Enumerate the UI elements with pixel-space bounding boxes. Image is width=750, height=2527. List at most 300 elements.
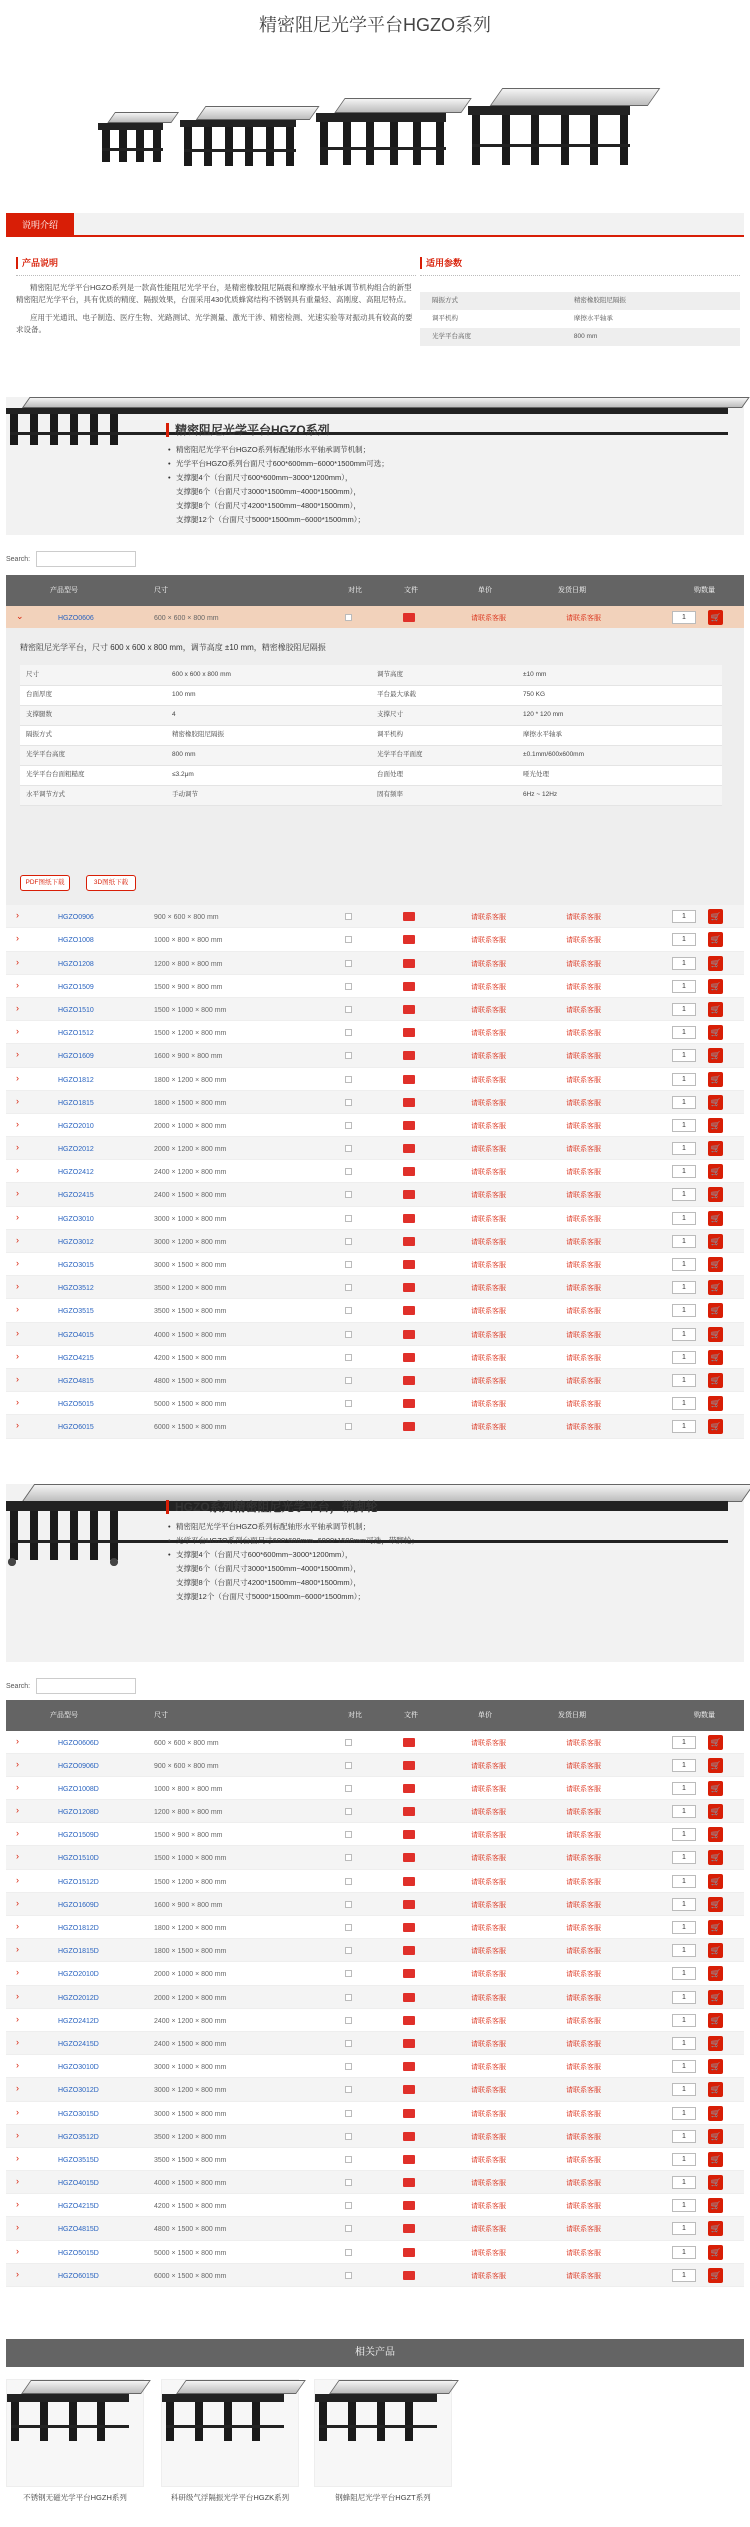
table-row[interactable] <box>6 1846 744 1869</box>
quantity-input[interactable]: 1 <box>672 1991 696 2004</box>
table-row[interactable] <box>6 1021 744 1044</box>
product-model-link[interactable]: HGZO1208 <box>58 960 94 968</box>
folder-icon[interactable] <box>403 1900 415 1909</box>
table-row[interactable] <box>6 1939 744 1962</box>
quantity-input[interactable]: 1 <box>672 1258 696 1271</box>
quantity-input[interactable]: 1 <box>672 2037 696 2050</box>
price-contact[interactable]: 请联系客服 <box>471 2156 506 2164</box>
product-model-link[interactable]: HGZO2415 <box>58 1192 94 1200</box>
product-model-link[interactable]: HGZO2012D <box>58 1994 99 2002</box>
product-model-link[interactable]: HGZO3512D <box>58 2133 99 2141</box>
price-contact[interactable]: 请联系客服 <box>471 1762 506 1770</box>
compare-checkbox[interactable] <box>345 1423 352 1430</box>
compare-checkbox[interactable] <box>345 2063 352 2070</box>
product-model-link[interactable]: HGZO1512D <box>58 1878 99 1886</box>
chevron-right-icon[interactable]: › <box>16 1234 19 1245</box>
ship-date-contact[interactable]: 请联系客服 <box>566 2180 601 2188</box>
chevron-right-icon[interactable]: › <box>16 1165 19 1176</box>
quantity-input[interactable]: 1 <box>672 611 696 624</box>
folder-icon[interactable] <box>403 1144 415 1153</box>
quantity-input[interactable]: 1 <box>672 2176 696 2189</box>
ship-date-contact[interactable]: 请联系客服 <box>566 2110 601 2118</box>
ship-date-contact[interactable]: 请联系客服 <box>566 1354 601 1362</box>
chevron-right-icon[interactable]: › <box>16 1373 19 1384</box>
price-contact[interactable]: 请联系客服 <box>471 1377 506 1385</box>
cart-icon[interactable]: 🛒 <box>708 1874 723 1889</box>
table-row[interactable] <box>6 952 744 975</box>
quantity-input[interactable]: 1 <box>672 2060 696 2073</box>
quantity-input[interactable]: 1 <box>672 1759 696 1772</box>
compare-checkbox[interactable] <box>345 1191 352 1198</box>
chevron-right-icon[interactable]: › <box>16 1142 19 1153</box>
compare-checkbox[interactable] <box>345 1168 352 1175</box>
price-contact[interactable]: 请联系客服 <box>471 2110 506 2118</box>
product-model-link[interactable]: HGZO4815 <box>58 1377 94 1385</box>
chevron-right-icon[interactable]: › <box>16 2268 19 2279</box>
product-model-link[interactable]: HGZO5015 <box>58 1401 94 1409</box>
chevron-right-icon[interactable]: › <box>16 2152 19 2163</box>
quantity-input[interactable]: 1 <box>672 1142 696 1155</box>
cart-icon[interactable]: 🛒 <box>708 2059 723 2074</box>
price-contact[interactable]: 请联系客服 <box>471 1262 506 1269</box>
product-model-link[interactable]: HGZO3012 <box>58 1238 94 1246</box>
quantity-input[interactable]: 1 <box>672 1828 696 1841</box>
product-model-link[interactable]: HGZO1812 <box>58 1076 94 1084</box>
compare-checkbox[interactable] <box>345 1377 352 1384</box>
product-model-link[interactable]: HGZO2010 <box>58 1122 94 1130</box>
product-model-link[interactable]: HGZO3515 <box>58 1308 94 1316</box>
ship-date-contact[interactable]: 请联系客服 <box>566 2040 601 2048</box>
product-model-link[interactable]: HGZO5015D <box>58 2249 99 2257</box>
chevron-right-icon[interactable]: › <box>16 1990 19 2001</box>
product-model-link[interactable]: HGZO1812D <box>58 1925 99 1932</box>
product-model-link[interactable]: HGZO0606D <box>58 1739 99 1747</box>
table-row[interactable] <box>6 998 744 1021</box>
quantity-input[interactable]: 1 <box>672 2107 696 2120</box>
quantity-input[interactable]: 1 <box>672 1026 696 1039</box>
price-contact[interactable]: 请联系客服 <box>471 1122 506 1130</box>
tab-description[interactable]: 说明介绍 <box>6 213 74 237</box>
ship-date-contact[interactable]: 请联系客服 <box>566 1285 601 1293</box>
folder-icon[interactable] <box>403 935 415 944</box>
ship-date-contact[interactable]: 请联系客服 <box>566 1030 601 1038</box>
cart-icon[interactable]: 🛒 <box>708 1990 723 2005</box>
price-contact[interactable]: 请联系客服 <box>471 1855 506 1863</box>
quantity-input[interactable]: 1 <box>672 1944 696 1957</box>
product-model-link[interactable]: HGZO1008D <box>58 1785 99 1793</box>
quantity-input[interactable]: 1 <box>672 1851 696 1864</box>
cart-icon[interactable]: 🛒 <box>708 2152 723 2167</box>
price-contact[interactable]: 请联系客服 <box>471 2133 506 2141</box>
folder-icon[interactable] <box>403 2201 415 2210</box>
table-row[interactable] <box>6 1893 744 1916</box>
cart-icon[interactable]: 🛒 <box>708 1920 723 1935</box>
product-model-link[interactable]: HGZO1008 <box>58 937 94 945</box>
table-row[interactable] <box>6 1392 744 1415</box>
compare-checkbox[interactable] <box>345 1354 352 1361</box>
quantity-input[interactable]: 1 <box>672 1096 696 1109</box>
ship-date-contact[interactable]: 请联系客服 <box>566 1377 601 1385</box>
chevron-right-icon[interactable]: › <box>16 1072 19 1083</box>
table-row[interactable] <box>6 2264 744 2287</box>
cart-icon[interactable]: 🛒 <box>708 1257 723 1272</box>
quantity-input[interactable]: 1 <box>672 2246 696 2259</box>
compare-checkbox[interactable] <box>345 1970 352 1977</box>
chevron-right-icon[interactable]: › <box>16 956 19 967</box>
chevron-right-icon[interactable]: › <box>16 1805 19 1816</box>
cart-icon[interactable]: 🛒 <box>708 2129 723 2144</box>
folder-icon[interactable] <box>403 1237 415 1246</box>
table-row[interactable] <box>6 1044 744 1067</box>
ship-date-contact[interactable]: 请联系客服 <box>566 1331 601 1339</box>
table-row[interactable] <box>6 1777 744 1800</box>
compare-checkbox[interactable] <box>345 1854 352 1861</box>
product-model-link[interactable]: HGZO1509D <box>58 1832 99 1840</box>
price-contact[interactable]: 请联系客服 <box>471 1215 506 1223</box>
chevron-right-icon[interactable]: › <box>16 2129 19 2140</box>
related-card[interactable] <box>314 2379 452 2507</box>
product-model-link[interactable]: HGZO4015 <box>58 1331 94 1339</box>
quantity-input[interactable]: 1 <box>672 1351 696 1364</box>
ship-date-contact[interactable]: 请联系客服 <box>566 1262 601 1269</box>
product-model-link[interactable]: HGZO3010D <box>58 2064 99 2072</box>
compare-checkbox[interactable] <box>345 1099 352 1106</box>
quantity-input[interactable]: 1 <box>672 1328 696 1341</box>
quantity-input[interactable]: 1 <box>672 1921 696 1934</box>
quantity-input[interactable]: 1 <box>672 1782 696 1795</box>
cart-icon[interactable]: 🛒 <box>708 1943 723 1958</box>
product-model-link[interactable]: HGZO2412 <box>58 1169 94 1177</box>
ship-date-contact[interactable]: 请联系客服 <box>566 1424 601 1432</box>
compare-checkbox[interactable] <box>345 1331 352 1338</box>
folder-icon[interactable] <box>403 1376 415 1385</box>
ship-date-contact[interactable]: 请联系客服 <box>566 2087 601 2095</box>
product-model-link[interactable]: HGZO0906 <box>58 914 94 922</box>
chevron-right-icon[interactable]: › <box>16 1967 19 1978</box>
ship-date-contact[interactable]: 请联系客服 <box>566 1401 601 1409</box>
cart-icon[interactable]: 🛒 <box>708 1048 723 1063</box>
table-row[interactable] <box>6 1823 744 1846</box>
price-contact[interactable]: 请联系客服 <box>471 1971 506 1979</box>
quantity-input[interactable]: 1 <box>672 1304 696 1317</box>
quantity-input[interactable]: 1 <box>672 1235 696 1248</box>
cart-icon[interactable]: 🛒 <box>708 2036 723 2051</box>
compare-checkbox[interactable] <box>345 1739 352 1746</box>
quantity-input[interactable]: 1 <box>672 1188 696 1201</box>
quantity-input[interactable]: 1 <box>672 1049 696 1062</box>
quantity-input[interactable]: 1 <box>672 1420 696 1433</box>
price-contact[interactable]: 请联系客服 <box>471 1832 506 1840</box>
ship-date-contact[interactable]: 请联系客服 <box>566 1215 601 1223</box>
cart-icon[interactable]: 🛒 <box>708 932 723 947</box>
compare-checkbox[interactable] <box>345 1307 352 1314</box>
table-row[interactable] <box>6 1323 744 1346</box>
table-row[interactable] <box>6 1114 744 1137</box>
table-row[interactable] <box>6 928 744 951</box>
price-contact[interactable]: 请联系客服 <box>471 1076 506 1084</box>
product-model-link[interactable]: HGZO1609D <box>58 1901 99 1909</box>
product-model-link[interactable]: HGZO0906D <box>58 1762 99 1770</box>
compare-checkbox[interactable] <box>345 2156 352 2163</box>
compare-checkbox[interactable] <box>345 913 352 920</box>
chevron-right-icon[interactable]: › <box>16 1921 19 1931</box>
ship-date-contact[interactable]: 请联系客服 <box>566 937 601 945</box>
folder-icon[interactable] <box>403 2178 415 2187</box>
compare-checkbox[interactable] <box>345 1901 352 1908</box>
compare-checkbox[interactable] <box>345 2249 352 2256</box>
price-contact[interactable]: 请联系客服 <box>471 1994 506 2002</box>
ship-date-contact[interactable]: 请联系客服 <box>566 1762 601 1770</box>
cart-icon[interactable]: 🛒 <box>708 1118 723 1133</box>
ship-date-contact[interactable]: 请联系客服 <box>566 1809 601 1817</box>
ship-date-contact[interactable]: 请联系客服 <box>566 1308 601 1316</box>
folder-icon[interactable] <box>403 1353 415 1362</box>
cart-icon[interactable]: 🛒 <box>708 2245 723 2260</box>
chevron-right-icon[interactable]: › <box>16 1735 19 1746</box>
compare-checkbox[interactable] <box>345 1052 352 1059</box>
compare-checkbox[interactable] <box>345 936 352 943</box>
ship-date-contact[interactable]: 请联系客服 <box>566 960 601 968</box>
cart-icon[interactable]: 🛒 <box>708 1234 723 1249</box>
cart-icon[interactable]: 🛒 <box>708 909 723 924</box>
related-image[interactable] <box>6 2379 144 2487</box>
folder-icon[interactable] <box>403 1306 415 1315</box>
cart-icon[interactable]: 🛒 <box>708 1396 723 1411</box>
ship-date-contact[interactable]: 请联系客服 <box>566 1192 601 1200</box>
product-model-link[interactable]: HGZO1509 <box>58 983 94 991</box>
compare-checkbox[interactable] <box>345 2086 352 2093</box>
quantity-input[interactable]: 1 <box>672 2083 696 2096</box>
folder-icon[interactable] <box>403 1761 415 1770</box>
price-contact[interactable]: 请联系客服 <box>471 1354 506 1362</box>
price-contact[interactable]: 请联系客服 <box>471 2017 506 2025</box>
quantity-input[interactable]: 1 <box>672 910 696 923</box>
cart-icon[interactable]: 🛒 <box>708 1850 723 1865</box>
compare-checkbox[interactable] <box>345 2179 352 2186</box>
product-model-link[interactable]: HGZO3512 <box>58 1285 94 1293</box>
chevron-right-icon[interactable]: › <box>16 1281 19 1292</box>
folder-icon[interactable] <box>403 1738 415 1747</box>
price-contact[interactable]: 请联系客服 <box>471 1878 506 1886</box>
table-row[interactable] <box>6 1415 744 1438</box>
table-row[interactable] <box>6 2217 744 2240</box>
folder-icon[interactable] <box>403 1121 415 1130</box>
related-image[interactable] <box>161 2379 299 2487</box>
compare-checkbox[interactable] <box>345 2017 352 2024</box>
chevron-right-icon[interactable]: › <box>16 1095 19 1106</box>
price-contact[interactable]: 请联系客服 <box>471 2064 506 2072</box>
cart-icon[interactable]: 🛒 <box>708 1373 723 1388</box>
compare-checkbox[interactable] <box>345 1808 352 1815</box>
chevron-right-icon[interactable]: › <box>16 910 19 921</box>
compare-checkbox[interactable] <box>345 983 352 990</box>
price-contact[interactable]: 请联系客服 <box>471 914 506 922</box>
compare-checkbox[interactable] <box>345 2133 352 2140</box>
quantity-input[interactable]: 1 <box>672 1397 696 1410</box>
quantity-input[interactable]: 1 <box>672 1967 696 1980</box>
table-row[interactable] <box>6 1253 744 1276</box>
price-contact[interactable]: 请联系客服 <box>471 1099 506 1107</box>
product-model-link[interactable]: HGZO3015D <box>58 2110 99 2118</box>
table-row[interactable] <box>6 1962 744 1985</box>
compare-checkbox[interactable] <box>345 2110 352 2117</box>
product-model-link[interactable]: HGZO0606 <box>58 615 94 622</box>
table-row[interactable] <box>6 2194 744 2217</box>
folder-icon[interactable] <box>403 1075 415 1084</box>
chevron-right-icon[interactable]: › <box>16 1897 19 1908</box>
cart-icon[interactable]: 🛒 <box>708 1211 723 1226</box>
price-contact[interactable]: 请联系客服 <box>471 2040 506 2048</box>
product-model-link[interactable]: HGZO2012 <box>58 1146 94 1154</box>
cart-icon[interactable]: 🛒 <box>708 1164 723 1179</box>
price-contact[interactable]: 请联系客服 <box>471 1925 506 1932</box>
ship-date-contact[interactable]: 请联系客服 <box>566 1122 601 1130</box>
price-contact[interactable]: 请联系客服 <box>471 1192 506 1200</box>
table-row[interactable] <box>6 2055 744 2078</box>
compare-checkbox[interactable] <box>345 1076 352 1083</box>
cart-icon[interactable]: 🛒 <box>708 1758 723 1773</box>
folder-icon[interactable] <box>403 1167 415 1176</box>
price-contact[interactable]: 请联系客服 <box>471 960 506 968</box>
ship-date-contact[interactable]: 请联系客服 <box>566 1006 601 1014</box>
table-row[interactable] <box>6 2148 744 2171</box>
table-row[interactable] <box>6 1369 744 1392</box>
cart-icon[interactable]: 🛒 <box>708 2013 723 2028</box>
folder-icon[interactable] <box>403 1051 415 1060</box>
folder-icon[interactable] <box>403 1853 415 1862</box>
folder-icon[interactable] <box>403 1283 415 1292</box>
compare-checkbox[interactable] <box>345 1261 352 1268</box>
ship-date-contact[interactable]: 请联系客服 <box>566 1053 601 1061</box>
quantity-input[interactable]: 1 <box>672 933 696 946</box>
folder-icon[interactable] <box>403 2062 415 2071</box>
compare-checkbox[interactable] <box>345 1238 352 1245</box>
chevron-right-icon[interactable]: › <box>16 1397 19 1408</box>
folder-icon[interactable] <box>403 982 415 991</box>
table-row[interactable] <box>6 2171 744 2194</box>
cart-icon[interactable]: 🛒 <box>708 1827 723 1842</box>
table-row[interactable] <box>6 1068 744 1091</box>
chevron-right-icon[interactable]: › <box>16 1944 19 1955</box>
folder-icon[interactable] <box>403 2039 415 2048</box>
ship-date-contact[interactable]: 请联系客服 <box>566 2249 601 2257</box>
price-contact[interactable]: 请联系客服 <box>471 1238 506 1246</box>
quantity-input[interactable]: 1 <box>672 2130 696 2143</box>
folder-icon[interactable] <box>403 1399 415 1408</box>
ship-date-contact[interactable]: 请联系客服 <box>566 2017 601 2025</box>
compare-checkbox[interactable] <box>345 1994 352 2001</box>
related-image[interactable] <box>314 2379 452 2487</box>
chevron-right-icon[interactable]: › <box>16 1258 19 1268</box>
folder-icon[interactable] <box>403 2016 415 2025</box>
quantity-input[interactable]: 1 <box>672 2014 696 2027</box>
cart-icon[interactable]: 🛒 <box>708 2221 723 2236</box>
chevron-right-icon[interactable]: › <box>16 1781 19 1792</box>
compare-checkbox[interactable] <box>345 2040 352 2047</box>
price-contact[interactable]: 请联系客服 <box>471 1006 506 1014</box>
quantity-input[interactable]: 1 <box>672 1119 696 1132</box>
cart-icon[interactable]: 🛒 <box>708 1350 723 1365</box>
compare-checkbox[interactable] <box>345 1145 352 1152</box>
chevron-right-icon[interactable]: › <box>16 2245 19 2256</box>
product-model-link[interactable]: HGZO3012D <box>58 2087 99 2095</box>
folder-icon[interactable] <box>403 1830 415 1839</box>
ship-date-contact[interactable]: 请联系客服 <box>566 2156 601 2164</box>
related-card[interactable] <box>161 2379 299 2507</box>
compare-checkbox[interactable] <box>345 1947 352 1954</box>
chevron-right-icon[interactable]: › <box>16 2176 19 2187</box>
price-contact[interactable]: 请联系客服 <box>471 937 506 945</box>
table-row[interactable] <box>6 905 744 928</box>
table-row[interactable] <box>6 1870 744 1893</box>
ship-date-contact[interactable]: 请联系客服 <box>566 1855 601 1863</box>
ship-date-contact[interactable]: 请联系客服 <box>566 2203 601 2211</box>
chevron-right-icon[interactable]: › <box>16 1851 19 1862</box>
table-row[interactable] <box>6 1346 744 1369</box>
table-row[interactable] <box>6 1160 744 1183</box>
chevron-right-icon[interactable]: › <box>16 1211 19 1222</box>
product-model-link[interactable]: HGZO2415D <box>58 2040 99 2048</box>
cart-icon[interactable]: 🛒 <box>708 1072 723 1087</box>
chevron-right-icon[interactable]: › <box>16 933 19 944</box>
folder-icon[interactable] <box>403 1923 415 1932</box>
folder-icon[interactable] <box>403 1330 415 1339</box>
ship-date-contact[interactable]: 请联系客服 <box>566 1739 601 1747</box>
related-name[interactable]: 科研级气浮隔振光学平台HGZK系列 <box>170 2493 290 2502</box>
folder-icon[interactable] <box>403 1946 415 1955</box>
cart-icon[interactable]: 🛒 <box>708 956 723 971</box>
compare-checkbox[interactable] <box>345 2202 352 2209</box>
folder-icon[interactable] <box>403 1214 415 1223</box>
ship-date-contact[interactable]: 请联系客服 <box>566 2226 601 2234</box>
cart-icon[interactable]: 🛒 <box>708 1419 723 1434</box>
cart-icon[interactable]: 🛒 <box>708 1327 723 1342</box>
cart-icon[interactable]: 🛒 <box>708 1002 723 1017</box>
cart-icon[interactable]: 🛒 <box>708 2082 723 2097</box>
chevron-right-icon[interactable]: › <box>16 1350 19 1361</box>
folder-icon[interactable] <box>403 2271 415 2280</box>
folder-icon[interactable] <box>403 1993 415 2002</box>
chevron-right-icon[interactable]: › <box>16 979 19 990</box>
table-row[interactable] <box>6 2241 744 2264</box>
ship-date-contact[interactable]: 请联系客服 <box>566 615 601 622</box>
compare-checkbox[interactable] <box>345 2272 352 2279</box>
compare-checkbox[interactable] <box>345 1122 352 1129</box>
compare-checkbox[interactable] <box>345 1029 352 1036</box>
ship-date-contact[interactable]: 请联系客服 <box>566 1785 601 1793</box>
cart-icon[interactable]: 🛒 <box>708 1735 723 1750</box>
chevron-right-icon[interactable]: › <box>16 2106 19 2117</box>
product-model-link[interactable]: HGZO1609 <box>58 1053 94 1061</box>
related-card[interactable] <box>6 2379 144 2507</box>
compare-checkbox[interactable] <box>345 1831 352 1838</box>
price-contact[interactable]: 请联系客服 <box>471 615 506 622</box>
chevron-right-icon[interactable]: › <box>16 2083 19 2094</box>
quantity-input[interactable]: 1 <box>672 1212 696 1225</box>
quantity-input[interactable]: 1 <box>672 1374 696 1387</box>
price-contact[interactable]: 请联系客服 <box>471 1331 506 1339</box>
ship-date-contact[interactable]: 请联系客服 <box>566 2133 601 2141</box>
product-model-link[interactable]: HGZO1815D <box>58 1948 99 1956</box>
table-row[interactable] <box>6 606 744 629</box>
price-contact[interactable]: 请联系客服 <box>471 1785 506 1793</box>
cart-icon[interactable]: 🛒 <box>708 1025 723 1040</box>
price-contact[interactable]: 请联系客服 <box>471 1424 506 1432</box>
price-contact[interactable]: 请联系客服 <box>471 1739 506 1747</box>
quantity-input[interactable]: 1 <box>672 1736 696 1749</box>
cart-icon[interactable]: 🛒 <box>708 1897 723 1912</box>
search-input[interactable] <box>36 551 136 567</box>
